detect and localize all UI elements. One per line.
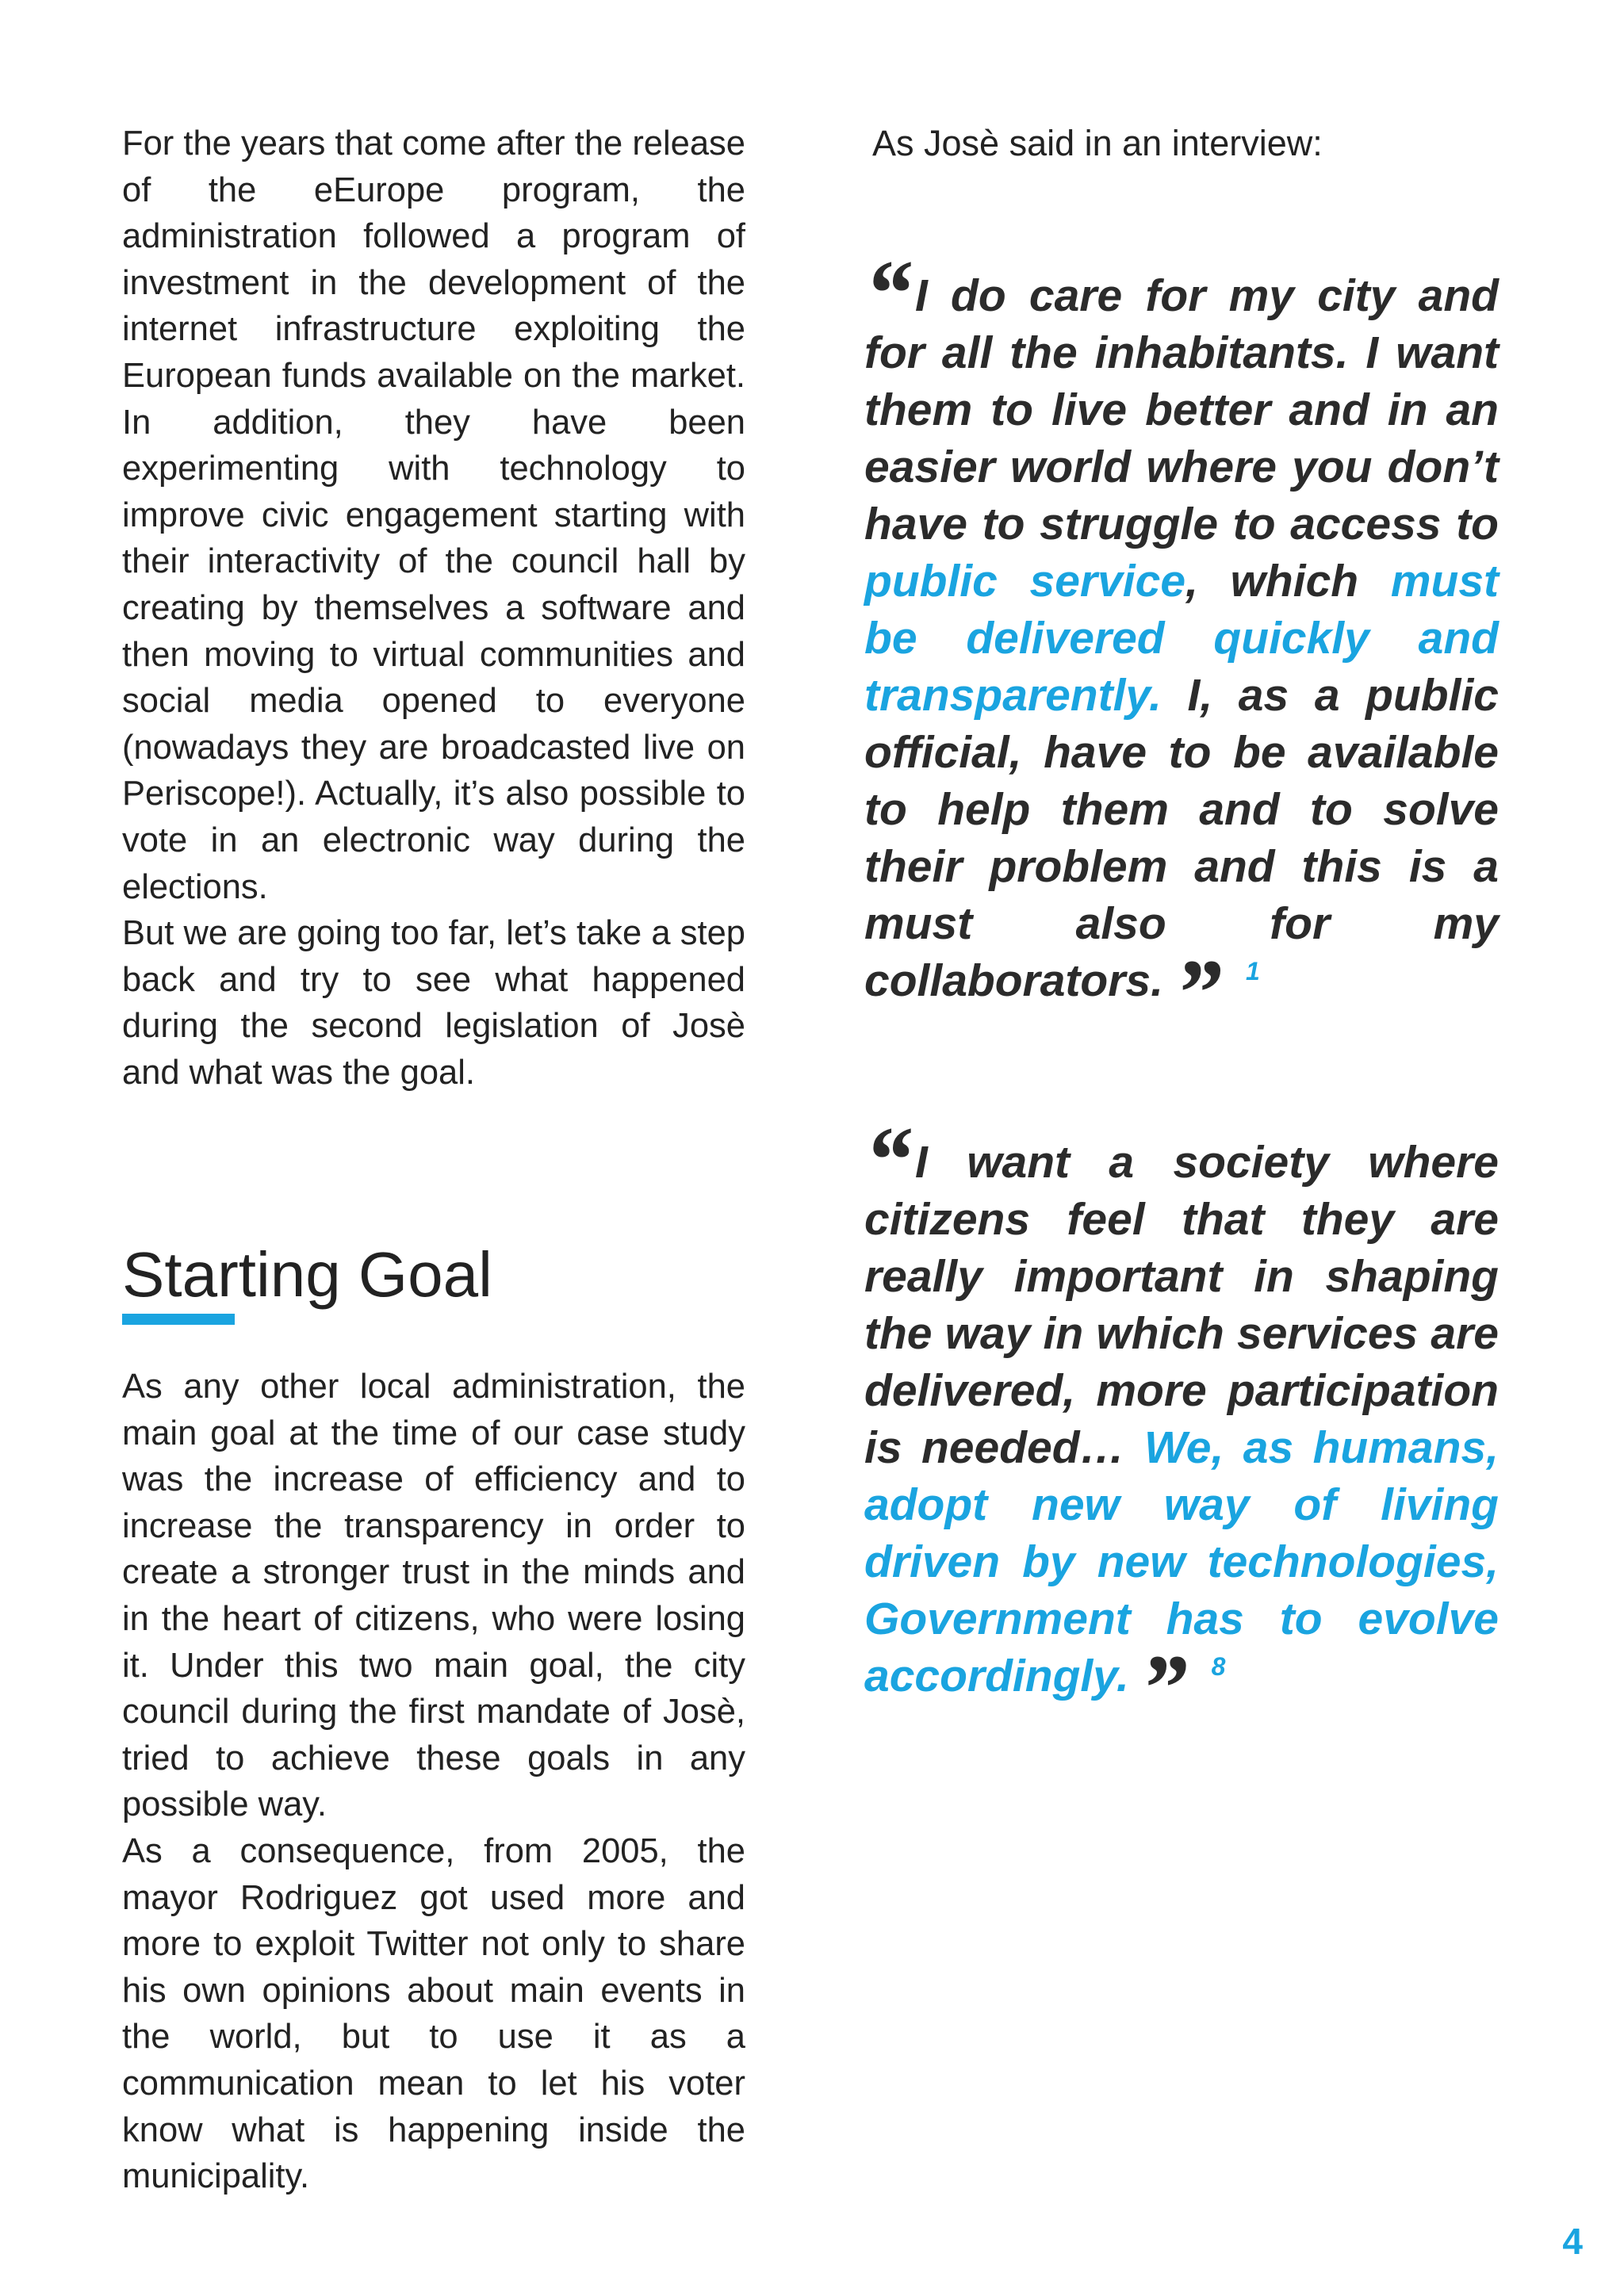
footnote-reference-1[interactable]: 1 xyxy=(1245,957,1260,985)
quote-1-text-b: , which xyxy=(1185,556,1391,607)
quote-1-text-a: I do care for my city and for all the inhabitants. I want them to live better and in an easier world where you don’t have to struggle to access to xyxy=(864,270,1499,549)
left-column xyxy=(122,121,745,2196)
quote-1-text-c: I, as a public official, have to be available to help them and to solve their problem and this is a must also for my collaborators. xyxy=(864,670,1499,1006)
close-quote-mark: ” xyxy=(1139,1635,1188,1740)
paragraph-step-back: But we are going too far, let’s take a step back and try to see what happened during the second legislation of Josè and what was the goal. xyxy=(122,914,745,1092)
quote-1-highlight-delivered: must be delivered quickly and transparently. xyxy=(864,556,1499,721)
quote-society xyxy=(864,1107,1499,1740)
starting-goal-text xyxy=(122,1364,745,2200)
quote-care-for-city xyxy=(864,240,1499,1045)
page-number: 4 xyxy=(1562,2221,1583,2262)
open-quote-mark: “ xyxy=(864,1107,912,1212)
paragraph-main-goal: As any other local administration, the main goal at the time of our case study was the increase of efficiency and to increase the transparency in order to create a stronger trust in the minds and in the heart of citizens, who were losing it. Under this two main goal, the city council during the first mandate of Josè, tried to achieve these goals in any possible way. xyxy=(122,1368,745,1824)
paragraph-eeurope: For the years that come after the release of the eEurope program, the administration followed a program of investment in the development of the internet infrastructure exploiting the European funds available on the market. In addition, they have been experimenting with technology to improve civic engagement starting with their interactivity of the council hall by creating by themselves a software and then moving to virtual communities and social media opened to everyone (nowadays they are broadcasted live on Periscope!). Actually, it’s also possible to vote in an electronic way during the elections. xyxy=(122,124,745,906)
close-quote-mark: ” xyxy=(1174,939,1222,1045)
paragraph-twitter: As a consequence, from 2005, the mayor Rodriguez got used more and more to exploit Twitter not only to share his own opinions about main events in the world, but to use it as a communication mean to let his voter know what is happening inside the municipality. xyxy=(122,1831,745,2196)
quote-2-highlight-humans: We, as humans, adopt new way of living driven by new technologies, Government has to evolve accordingly. xyxy=(864,1422,1499,1701)
interview-intro: As Josè said in an interview: xyxy=(872,123,1323,163)
footnote-reference-8[interactable]: 8 xyxy=(1211,1652,1226,1681)
right-column xyxy=(864,121,1499,1740)
quote-2-text-a: I want a society where citizens feel that they are really important in shaping the way in which services are delivered, more participation is needed… xyxy=(864,1137,1499,1473)
open-quote-mark: “ xyxy=(864,240,912,346)
heading-underline-bar xyxy=(122,1314,235,1325)
section-heading-starting-goal: Starting Goal xyxy=(122,1239,492,1310)
quote-1-highlight-public-service: public service xyxy=(864,556,1186,607)
